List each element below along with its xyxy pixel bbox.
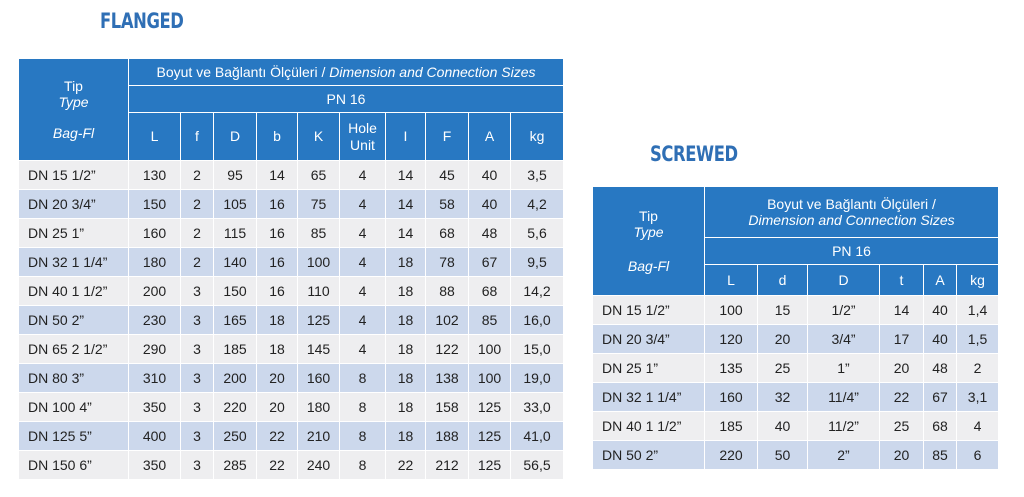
table-row: [593, 383, 999, 412]
value-cell: 78: [426, 248, 469, 277]
value-cell: 14: [880, 296, 924, 325]
size-cell: DN 25 1”: [593, 354, 705, 383]
flanged-table: [18, 58, 564, 480]
column-header: b: [257, 113, 298, 161]
column-header: d: [758, 265, 808, 296]
value-cell: 125: [469, 422, 511, 451]
column-header: A: [469, 113, 511, 161]
table-row: [19, 277, 564, 306]
value-cell: 6: [957, 441, 999, 470]
size-cell: DN 50 2”: [593, 441, 705, 470]
pn-header: PN 16: [705, 238, 999, 265]
value-cell: 14,2: [511, 277, 564, 306]
value-cell: 125: [298, 306, 340, 335]
value-cell: 165: [214, 306, 257, 335]
value-cell: 22: [257, 451, 298, 480]
value-cell: 33,0: [511, 393, 564, 422]
value-cell: 212: [426, 451, 469, 480]
value-cell: 125: [469, 451, 511, 480]
table-row: [19, 451, 564, 480]
value-cell: 56,5: [511, 451, 564, 480]
table-row: [593, 412, 999, 441]
value-cell: 3/4”: [808, 325, 880, 354]
value-cell: 105: [214, 190, 257, 219]
value-cell: 40: [469, 161, 511, 190]
value-cell: 4: [340, 306, 386, 335]
value-cell: 110: [298, 277, 340, 306]
type-label: Type: [58, 94, 89, 111]
value-cell: 58: [426, 190, 469, 219]
value-cell: 16: [257, 190, 298, 219]
value-cell: 3: [181, 277, 214, 306]
value-cell: 230: [129, 306, 181, 335]
value-cell: 290: [129, 335, 181, 364]
value-cell: 22: [386, 451, 426, 480]
value-cell: 22: [880, 383, 924, 412]
value-cell: 160: [298, 364, 340, 393]
value-cell: 68: [426, 219, 469, 248]
value-cell: 20: [880, 441, 924, 470]
value-cell: 68: [469, 277, 511, 306]
size-cell: DN 125 5”: [19, 422, 129, 451]
value-cell: 85: [298, 219, 340, 248]
value-cell: 135: [705, 354, 758, 383]
value-cell: 4: [340, 248, 386, 277]
value-cell: 285: [214, 451, 257, 480]
value-cell: 20: [257, 393, 298, 422]
size-cell: DN 40 1 1/2”: [593, 412, 705, 441]
column-header: D: [808, 265, 880, 296]
value-cell: 1”: [808, 354, 880, 383]
value-cell: 200: [129, 277, 181, 306]
column-header: K: [298, 113, 340, 161]
value-cell: 180: [298, 393, 340, 422]
value-cell: 14: [386, 190, 426, 219]
column-header: A: [924, 265, 957, 296]
value-cell: 350: [129, 451, 181, 480]
value-cell: 18: [386, 335, 426, 364]
value-cell: 20: [880, 354, 924, 383]
value-cell: 75: [298, 190, 340, 219]
type-label: Type: [633, 223, 664, 240]
value-cell: 11/2”: [808, 412, 880, 441]
value-cell: 50: [758, 441, 808, 470]
value-cell: 22: [257, 422, 298, 451]
value-cell: 185: [214, 335, 257, 364]
value-cell: 122: [426, 335, 469, 364]
value-cell: 8: [340, 364, 386, 393]
value-cell: 145: [298, 335, 340, 364]
value-cell: 310: [129, 364, 181, 393]
type-header: [19, 59, 129, 161]
value-cell: 19,0: [511, 364, 564, 393]
value-cell: 18: [386, 248, 426, 277]
tip-label: Tip: [64, 78, 83, 95]
size-cell: DN 80 3”: [19, 364, 129, 393]
value-cell: 40: [924, 296, 957, 325]
value-cell: 150: [129, 190, 181, 219]
bag-label: Bag-Fl: [52, 124, 95, 141]
column-header: D: [214, 113, 257, 161]
value-cell: 160: [129, 219, 181, 248]
dimension-header-tr: Boyut ve Bağlantı Ölçüleri /: [156, 63, 330, 80]
table-row: [19, 335, 564, 364]
value-cell: 250: [214, 422, 257, 451]
pn-header: PN 16: [129, 86, 564, 113]
table-row: [19, 161, 564, 190]
value-cell: 18: [257, 306, 298, 335]
value-cell: 15: [758, 296, 808, 325]
value-cell: 220: [214, 393, 257, 422]
column-header: L: [129, 113, 181, 161]
screwed-title: SCREWED: [650, 142, 738, 166]
value-cell: 4: [340, 335, 386, 364]
value-cell: 18: [386, 364, 426, 393]
value-cell: 100: [298, 248, 340, 277]
value-cell: 102: [426, 306, 469, 335]
value-cell: 2: [957, 354, 999, 383]
value-cell: 4: [957, 412, 999, 441]
value-cell: 11/4”: [808, 383, 880, 412]
column-header: Hole Unit: [340, 113, 386, 161]
value-cell: 20: [758, 325, 808, 354]
value-cell: 4: [340, 190, 386, 219]
value-cell: 150: [214, 277, 257, 306]
value-cell: 8: [340, 393, 386, 422]
value-cell: 8: [340, 422, 386, 451]
value-cell: 120: [705, 325, 758, 354]
type-header: [593, 187, 705, 296]
table-row: [19, 248, 564, 277]
value-cell: 100: [705, 296, 758, 325]
value-cell: 138: [426, 364, 469, 393]
column-header: kg: [957, 265, 999, 296]
value-cell: 210: [298, 422, 340, 451]
table-row: [19, 306, 564, 335]
column-header: t: [880, 265, 924, 296]
size-cell: DN 65 2 1/2”: [19, 335, 129, 364]
value-cell: 18: [257, 335, 298, 364]
value-cell: 16: [257, 248, 298, 277]
value-cell: 350: [129, 393, 181, 422]
value-cell: 18: [386, 393, 426, 422]
dimension-header-tr: Boyut ve Bağlantı Ölçüleri /: [767, 195, 936, 212]
value-cell: 25: [880, 412, 924, 441]
value-cell: 220: [705, 441, 758, 470]
table-row: [593, 354, 999, 383]
value-cell: 15,0: [511, 335, 564, 364]
dimension-header: [705, 187, 999, 238]
value-cell: 8: [340, 451, 386, 480]
value-cell: 3,1: [957, 383, 999, 412]
value-cell: 1,5: [957, 325, 999, 354]
value-cell: 115: [214, 219, 257, 248]
value-cell: 200: [214, 364, 257, 393]
column-header: f: [181, 113, 214, 161]
value-cell: 4,2: [511, 190, 564, 219]
value-cell: 40: [758, 412, 808, 441]
value-cell: 4: [340, 161, 386, 190]
table-row: [593, 441, 999, 470]
value-cell: 85: [924, 441, 957, 470]
value-cell: 32: [758, 383, 808, 412]
value-cell: 65: [298, 161, 340, 190]
value-cell: 16,0: [511, 306, 564, 335]
value-cell: 68: [924, 412, 957, 441]
flanged-title: FLANGED: [100, 9, 184, 33]
size-cell: DN 20 3/4”: [593, 325, 705, 354]
dimension-header-en: Dimension and Connection Sizes: [329, 63, 536, 80]
value-cell: 3: [181, 306, 214, 335]
size-cell: DN 15 1/2”: [19, 161, 129, 190]
value-cell: 14: [386, 161, 426, 190]
value-cell: 240: [298, 451, 340, 480]
value-cell: 95: [214, 161, 257, 190]
value-cell: 3,5: [511, 161, 564, 190]
value-cell: 188: [426, 422, 469, 451]
size-cell: DN 50 2”: [19, 306, 129, 335]
value-cell: 2”: [808, 441, 880, 470]
value-cell: 40: [924, 325, 957, 354]
value-cell: 16: [257, 277, 298, 306]
size-cell: DN 32 1 1/4”: [593, 383, 705, 412]
value-cell: 40: [469, 190, 511, 219]
value-cell: 130: [129, 161, 181, 190]
value-cell: 16: [257, 219, 298, 248]
value-cell: 25: [758, 354, 808, 383]
size-cell: DN 32 1 1/4”: [19, 248, 129, 277]
value-cell: 2: [181, 248, 214, 277]
tip-label: Tip: [639, 207, 658, 224]
value-cell: 400: [129, 422, 181, 451]
value-cell: 85: [469, 306, 511, 335]
value-cell: 1/2”: [808, 296, 880, 325]
value-cell: 185: [705, 412, 758, 441]
value-cell: 17: [880, 325, 924, 354]
value-cell: 140: [214, 248, 257, 277]
size-cell: DN 150 6”: [19, 451, 129, 480]
value-cell: 45: [426, 161, 469, 190]
value-cell: 14: [386, 219, 426, 248]
screwed-table: [592, 186, 999, 470]
bag-label: Bag-Fl: [627, 258, 670, 275]
value-cell: 48: [924, 354, 957, 383]
value-cell: 9,5: [511, 248, 564, 277]
value-cell: 125: [469, 393, 511, 422]
value-cell: 2: [181, 161, 214, 190]
value-cell: 14: [257, 161, 298, 190]
column-header: L: [705, 265, 758, 296]
table-row: [19, 190, 564, 219]
value-cell: 3: [181, 364, 214, 393]
value-cell: 5,6: [511, 219, 564, 248]
dimension-header-en: Dimension and Connection Sizes: [748, 212, 955, 228]
value-cell: 160: [705, 383, 758, 412]
column-header: kg: [511, 113, 564, 161]
value-cell: 18: [386, 277, 426, 306]
value-cell: 4: [340, 219, 386, 248]
size-cell: DN 15 1/2”: [593, 296, 705, 325]
value-cell: 1,4: [957, 296, 999, 325]
value-cell: 3: [181, 393, 214, 422]
table-row: [19, 364, 564, 393]
value-cell: 100: [469, 335, 511, 364]
value-cell: 67: [924, 383, 957, 412]
value-cell: 48: [469, 219, 511, 248]
value-cell: 67: [469, 248, 511, 277]
size-cell: DN 100 4”: [19, 393, 129, 422]
column-header: I: [386, 113, 426, 161]
value-cell: 3: [181, 335, 214, 364]
value-cell: 180: [129, 248, 181, 277]
value-cell: 88: [426, 277, 469, 306]
dimension-header: [129, 59, 564, 86]
table-row: [19, 393, 564, 422]
table-row: [593, 325, 999, 354]
value-cell: 3: [181, 422, 214, 451]
value-cell: 4: [340, 277, 386, 306]
value-cell: 18: [386, 422, 426, 451]
table-row: [19, 422, 564, 451]
value-cell: 20: [257, 364, 298, 393]
value-cell: 2: [181, 219, 214, 248]
value-cell: 3: [181, 451, 214, 480]
value-cell: 18: [386, 306, 426, 335]
value-cell: 2: [181, 190, 214, 219]
size-cell: DN 40 1 1/2”: [19, 277, 129, 306]
column-header: F: [426, 113, 469, 161]
value-cell: 41,0: [511, 422, 564, 451]
value-cell: 158: [426, 393, 469, 422]
table-row: [593, 296, 999, 325]
value-cell: 100: [469, 364, 511, 393]
size-cell: DN 20 3/4”: [19, 190, 129, 219]
size-cell: DN 25 1”: [19, 219, 129, 248]
table-row: [19, 219, 564, 248]
